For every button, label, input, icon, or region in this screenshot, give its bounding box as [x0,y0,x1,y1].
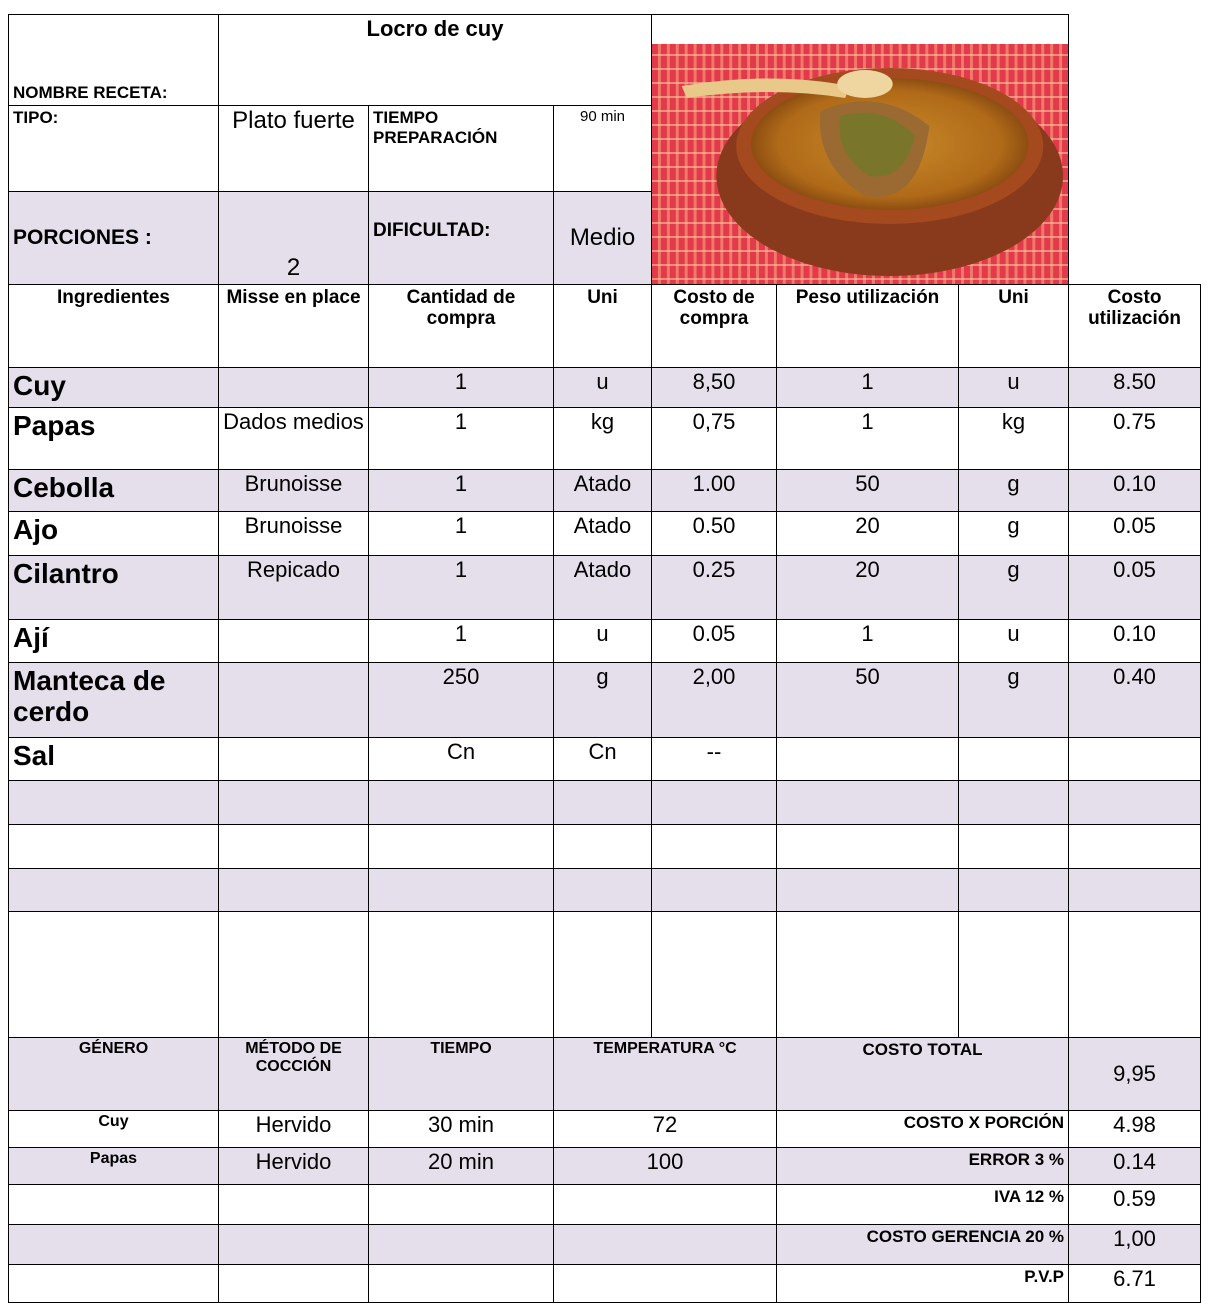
table-cell: g [959,470,1069,512]
table-cell: 72 [554,1111,777,1148]
col-header: Ingredientes [9,285,219,368]
table-cell: u [959,620,1069,663]
table-row [9,512,1201,556]
table-cell [219,663,369,738]
table-cell: Cuy [9,1111,219,1148]
table-cell: 1.00 [652,470,777,512]
dificultad-value: Medio [554,192,652,285]
table-cell: 2,00 [652,663,777,738]
table-cell [219,368,369,408]
table-cell: u [554,620,652,663]
empty-row [9,781,1201,825]
table-row [9,556,1201,620]
table-cell: 100 [554,1148,777,1185]
iva-value: 0.59 [1069,1185,1201,1225]
table-cell: Brunoisse [219,512,369,556]
table-cell: 8.50 [1069,368,1201,408]
table-cell: Cn [554,738,652,781]
tipo-value: Plato fuerte [219,106,369,192]
table-row [9,1265,1201,1303]
col-header: Cantidad de compra [369,285,554,368]
table-row [9,1185,1201,1225]
table-row [9,1111,1201,1148]
table-row [9,620,1201,663]
costo-gerencia-value: 1,00 [1069,1225,1201,1265]
table-cell: 0.10 [1069,620,1201,663]
costo-porcion-value: 4.98 [1069,1111,1201,1148]
table-cell: u [959,368,1069,408]
col-header: MÉTODO DE COCCIÓN [219,1038,369,1111]
table-cell: g [959,512,1069,556]
table-cell: 1 [777,368,959,408]
table-cell: Cn [369,738,554,781]
table-cell: 50 [777,663,959,738]
table-cell: 0.05 [1069,512,1201,556]
table-cell: 8,50 [652,368,777,408]
col-header: Uni [554,285,652,368]
ingredient-name: Papas [9,408,219,470]
table-cell: Brunoisse [219,470,369,512]
table-cell: 0.05 [1069,556,1201,620]
table-cell [777,738,959,781]
table-cell: Atado [554,556,652,620]
tiempo-preparacion-label: TIEMPO PREPARACIÓN [369,106,554,192]
ingredient-name: Cuy [9,368,219,408]
table-cell: g [959,556,1069,620]
table-cell: Dados medios [219,408,369,470]
table-cell [959,738,1069,781]
col-header: Costo utilización [1069,285,1201,368]
table-cell: 1 [777,408,959,470]
col-header: TIEMPO [369,1038,554,1111]
locro-dish-photo [652,16,1068,284]
table-cell: Hervido [219,1148,369,1185]
table-cell: 250 [369,663,554,738]
dificultad-label: DIFICULTAD: [369,192,554,285]
dish-photo [652,15,1069,285]
nombre-receta-label: NOMBRE RECETA: [9,15,219,106]
table-cell: 1 [777,620,959,663]
costo-total-label: COSTO TOTAL [777,1038,1069,1111]
ingredients-header-row [9,285,1201,368]
pvp-label: P.V.P [777,1265,1069,1303]
pvp-value: 6.71 [1069,1265,1201,1303]
table-cell: 30 min [369,1111,554,1148]
ingredient-name: Ají [9,620,219,663]
ingredient-name: Ajo [9,512,219,556]
costo-porcion-label: COSTO X PORCIÓN [777,1111,1069,1148]
col-header: GÉNERO [9,1038,219,1111]
error-value: 0.14 [1069,1148,1201,1185]
table-cell: 1 [369,620,554,663]
table-cell: 1 [369,470,554,512]
costo-gerencia-label: COSTO GERENCIA 20 % [777,1225,1069,1265]
recipe-card [8,14,1201,1303]
table-cell: kg [959,408,1069,470]
table-row [9,738,1201,781]
col-header: Misse en place [219,285,369,368]
col-header: Uni [959,285,1069,368]
table-cell: 20 [777,556,959,620]
table-cell: 20 min [369,1148,554,1185]
table-row [9,408,1201,470]
col-header: Costo de compra [652,285,777,368]
table-cell [1069,738,1201,781]
table-cell: 1 [369,556,554,620]
recipe-name: Locro de cuy [219,15,652,106]
table-cell [219,738,369,781]
costo-total-value: 9,95 [1069,1038,1201,1111]
ingredient-name: Manteca de cerdo [9,663,219,738]
table-cell: 0.05 [652,620,777,663]
table-cell: kg [554,408,652,470]
table-cell: 1 [369,512,554,556]
col-header: TEMPERATURA °C [554,1038,777,1111]
table-cell: 0.50 [652,512,777,556]
table-cell: Atado [554,512,652,556]
table-cell: Repicado [219,556,369,620]
table-cell: g [554,663,652,738]
table-cell: g [959,663,1069,738]
table-row [9,368,1201,408]
table-cell: 0.25 [652,556,777,620]
table-row [9,1225,1201,1265]
table-cell: 1 [369,408,554,470]
table-cell: Papas [9,1148,219,1185]
table-cell: 0.75 [1069,408,1201,470]
table-row [9,470,1201,512]
empty-row [9,912,1201,1038]
table-cell: 0.40 [1069,663,1201,738]
col-header: Peso utilización [777,285,959,368]
porciones-value: 2 [219,192,369,285]
porciones-label: PORCIONES : [9,192,219,285]
table-cell: Atado [554,470,652,512]
table-cell: 0.10 [1069,470,1201,512]
table-cell: 1 [369,368,554,408]
tiempo-preparacion-value: 90 min [554,106,652,192]
table-cell: 50 [777,470,959,512]
cooking-header-row [9,1038,1201,1111]
table-row [9,663,1201,738]
table-cell: 20 [777,512,959,556]
ingredient-name: Cilantro [9,556,219,620]
table-cell: u [554,368,652,408]
tipo-label: TIPO: [9,106,219,192]
table-row [9,1148,1201,1185]
table-cell: -- [652,738,777,781]
empty-row [9,825,1201,869]
table-cell [219,620,369,663]
ingredient-name: Sal [9,738,219,781]
error-label: ERROR 3 % [777,1148,1069,1185]
ingredient-name: Cebolla [9,470,219,512]
iva-label: IVA 12 % [777,1185,1069,1225]
empty-row [9,869,1201,912]
table-cell: 0,75 [652,408,777,470]
table-cell: Hervido [219,1111,369,1148]
